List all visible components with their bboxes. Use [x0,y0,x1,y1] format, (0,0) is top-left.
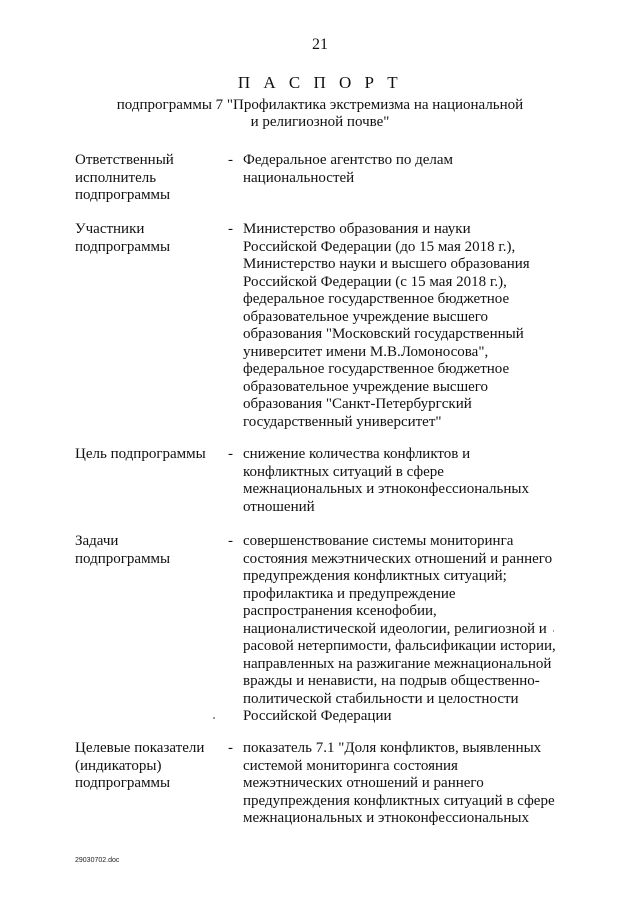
row-value [243,221,573,431]
value-line: профилактика и предупреждение [243,585,456,602]
row-value [243,740,573,828]
row-dash: - [228,221,233,237]
row-value [243,152,573,187]
value-line: образования "Московский государственный [243,326,524,342]
subtitle-line: и религиозной почве" [250,114,390,130]
label-line: Цель подпрограммы [75,446,206,462]
value-line: межнациональных и этноконфессиональных [243,810,529,826]
value-line: предупреждения конфликтных ситуаций; [243,568,507,584]
value-line: федеральное государственное бюджетное [243,361,510,377]
value-line: конфликтных ситуаций в сфере [243,463,444,480]
label-line: Ответственный [75,152,174,168]
row-dash: - [228,446,233,462]
value-line: предупреждения конфликтных ситуаций в сфере [243,792,555,809]
value-line: показатель 7.1 "Доля конфликтов, выявленных [243,740,542,756]
row-dash: - [228,533,233,549]
value-line: образовательное учреждение высшего [243,378,489,395]
document-subtitle [0,97,640,131]
row-label [75,221,225,256]
label-line: подпрограммы [75,550,171,567]
label-line: Задачи [75,533,119,549]
file-name-footer: 29030702.doc [75,857,120,864]
label-line: подпрограммы [75,187,171,203]
row-label [75,446,225,464]
value-line: университет имени М.В.Ломоносова", [243,343,489,360]
scan-speck [213,717,215,719]
value-line: совершенствование системы мониторинга [243,533,514,549]
value-line: состояния межэтнических отношений и раннего [243,550,553,567]
document-title: П А С П О Р Т [237,73,403,92]
value-line: Российской Федерации (с 15 мая 2018 г.), [243,273,507,290]
value-line: вражды и ненависти, на подрыв общественно- [243,673,540,689]
value-line: Российской Федерации (до 15 мая 2018 г.), [243,238,516,255]
row-dash: - [228,152,233,168]
value-line: распространения ксенофобии, [243,603,437,619]
value-line: национальностей [243,169,355,186]
row-value [243,446,573,516]
label-line: подпрограммы [75,775,171,791]
row-label [75,740,225,793]
label-line: Участники [75,221,145,237]
row-dash: - [228,740,233,756]
value-line: отношений [243,498,315,515]
value-line: образования "Санкт-Петербургский [243,396,472,412]
value-line: системой мониторинга состояния [243,757,458,774]
label-line: (индикаторы) [75,757,162,774]
label-line: подпрограммы [75,238,171,255]
row-value [243,533,573,726]
page-number: 21 [312,36,328,53]
scan-speck [553,630,554,632]
value-line: образовательное учреждение высшего [243,308,489,325]
value-line: расовой нетерпимости, фальсификации истории, [243,638,556,654]
value-line: Российской Федерации [243,708,392,724]
value-line: Министерство науки и высшего образования [243,256,530,272]
value-line: Федеральное агентство по делам [243,152,454,168]
label-line: Целевые показатели [75,740,205,756]
value-line: направленных на разжигание межнациональной [243,655,552,672]
row-label [75,533,225,568]
value-line: государственный университет" [243,413,442,430]
value-line: снижение количества конфликтов и [243,446,471,462]
subtitle-line: подпрограммы 7 "Профилактика экстремизма на национальной [116,97,524,113]
label-line: исполнитель [75,169,157,186]
value-line: политической стабильности и целостности [243,690,519,707]
value-line: межнациональных и этноконфессиональных [243,481,529,497]
value-line: межэтнических отношений и раннего [243,775,484,791]
value-line: федеральное государственное бюджетное [243,291,510,307]
row-label [75,152,225,205]
value-line: националистической идеологии, религиозной и [243,620,547,637]
value-line: Министерство образования и науки [243,221,471,237]
